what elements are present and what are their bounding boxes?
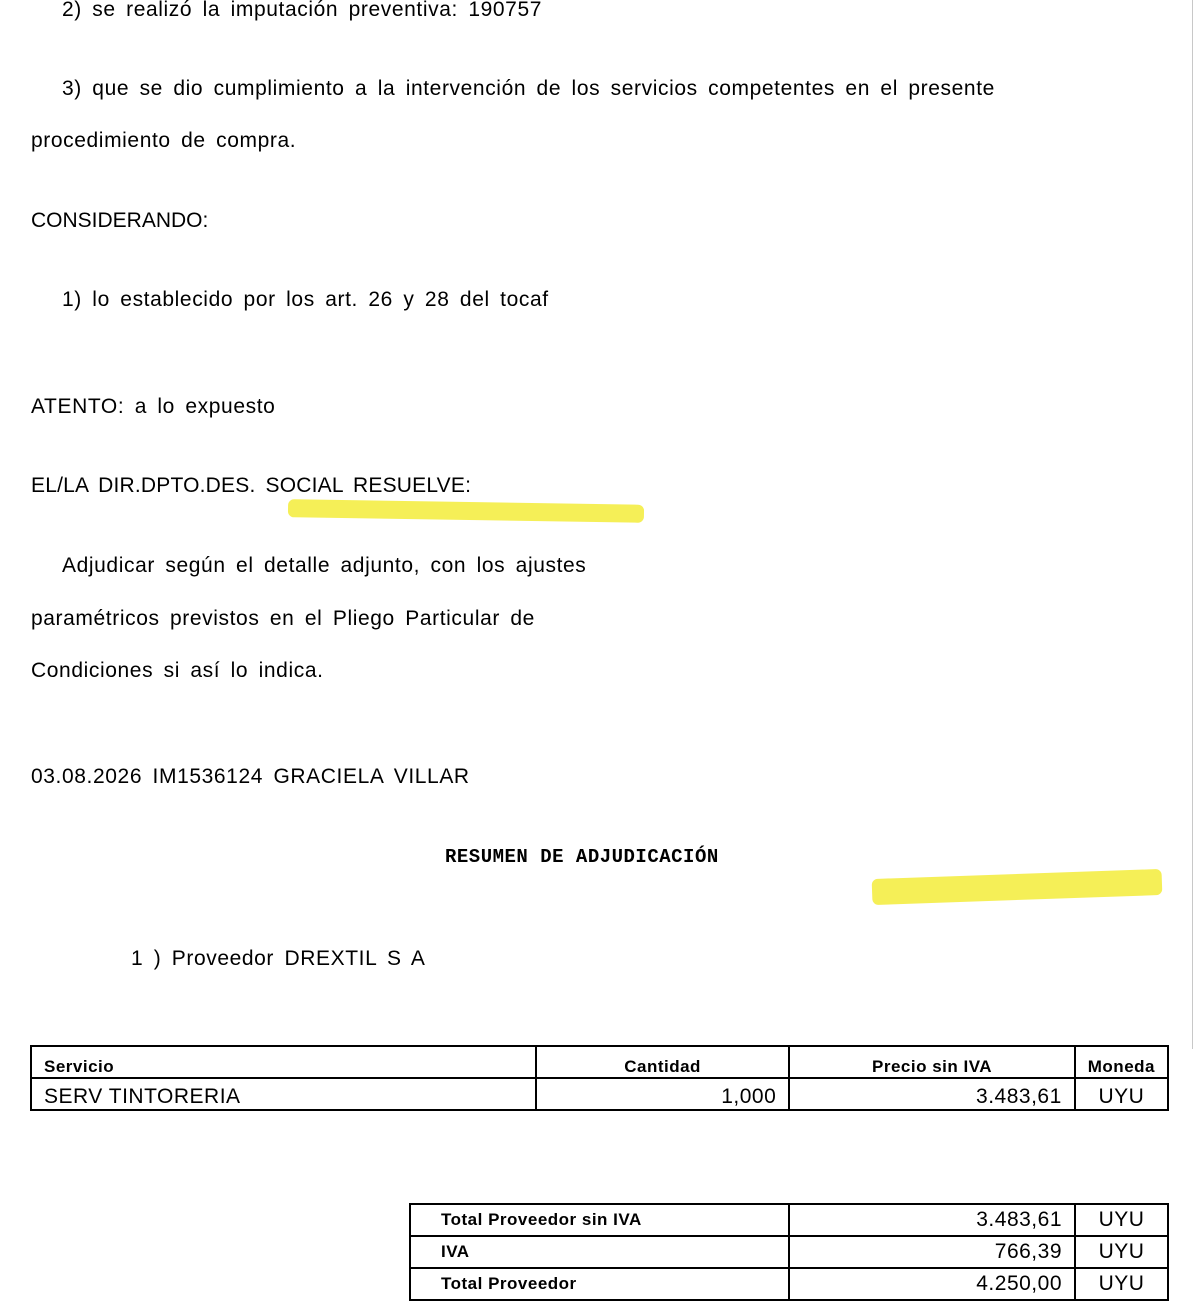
service-table — [30, 1045, 1169, 1111]
total-without-iva-value: 3.483,61 — [789, 1204, 1075, 1236]
page-edge — [1192, 0, 1193, 1049]
adjudicar-line-1: Adjudicar según el detalle adjunto, con los ajustes — [62, 554, 587, 577]
totals-table — [409, 1203, 1169, 1301]
header-price: Precio sin IVA — [789, 1046, 1074, 1078]
adjudicar-line-3: Condiciones si así lo indica. — [31, 659, 324, 682]
resuelve-line: EL/LA DIR.DPTO.DES. SOCIAL RESUELVE: — [31, 474, 472, 497]
iva-currency: UYU — [1075, 1236, 1168, 1268]
header-service: Servicio — [31, 1046, 536, 1078]
table-row — [31, 1078, 1168, 1110]
considerando-item-1: 1) lo establecido por los art. 26 y 28 del tocaf — [62, 288, 549, 311]
total-without-iva-currency: UYU — [1075, 1204, 1168, 1236]
paragraph-3-line-1: 3) que se dio cumplimiento a la intervención de los servicios competentes en el presente — [62, 77, 995, 100]
totals-row — [410, 1236, 1168, 1268]
highlight-signature — [288, 499, 644, 523]
header-currency: Moneda — [1075, 1046, 1168, 1078]
total-without-iva-label: Total Proveedor sin IVA — [410, 1204, 789, 1236]
atento-line: ATENTO: a lo expuesto — [31, 395, 276, 418]
iva-label: IVA — [410, 1236, 789, 1268]
iva-value: 766,39 — [789, 1236, 1075, 1268]
signature-line: 03.08.2026 IM1536124 GRACIELA VILLAR — [31, 765, 470, 788]
total-provider-value: 4.250,00 — [789, 1268, 1075, 1300]
total-provider-label: Total Proveedor — [410, 1268, 789, 1300]
provider-line: 1 ) Proveedor DREXTIL S A — [131, 947, 426, 970]
totals-row — [410, 1204, 1168, 1236]
totals-row — [410, 1268, 1168, 1300]
row-quantity: 1,000 — [536, 1078, 789, 1110]
considerando-heading: CONSIDERANDO: — [31, 209, 209, 232]
paragraph-2: 2) se realizó la imputación preventiva: 190757 — [62, 0, 543, 21]
paragraph-3-line-2: procedimiento de compra. — [31, 129, 297, 152]
total-provider-currency: UYU — [1075, 1268, 1168, 1300]
service-table-header — [31, 1046, 1168, 1078]
row-service: SERV TINTORERIA — [31, 1078, 536, 1110]
summary-title: RESUMEN DE ADJUDICACIÓN — [445, 846, 719, 868]
row-price: 3.483,61 — [789, 1078, 1074, 1110]
header-quantity: Cantidad — [536, 1046, 789, 1078]
adjudicar-line-2: paramétricos previstos en el Pliego Particular de — [31, 607, 535, 630]
row-currency: UYU — [1075, 1078, 1168, 1110]
highlight-total — [872, 869, 1163, 905]
